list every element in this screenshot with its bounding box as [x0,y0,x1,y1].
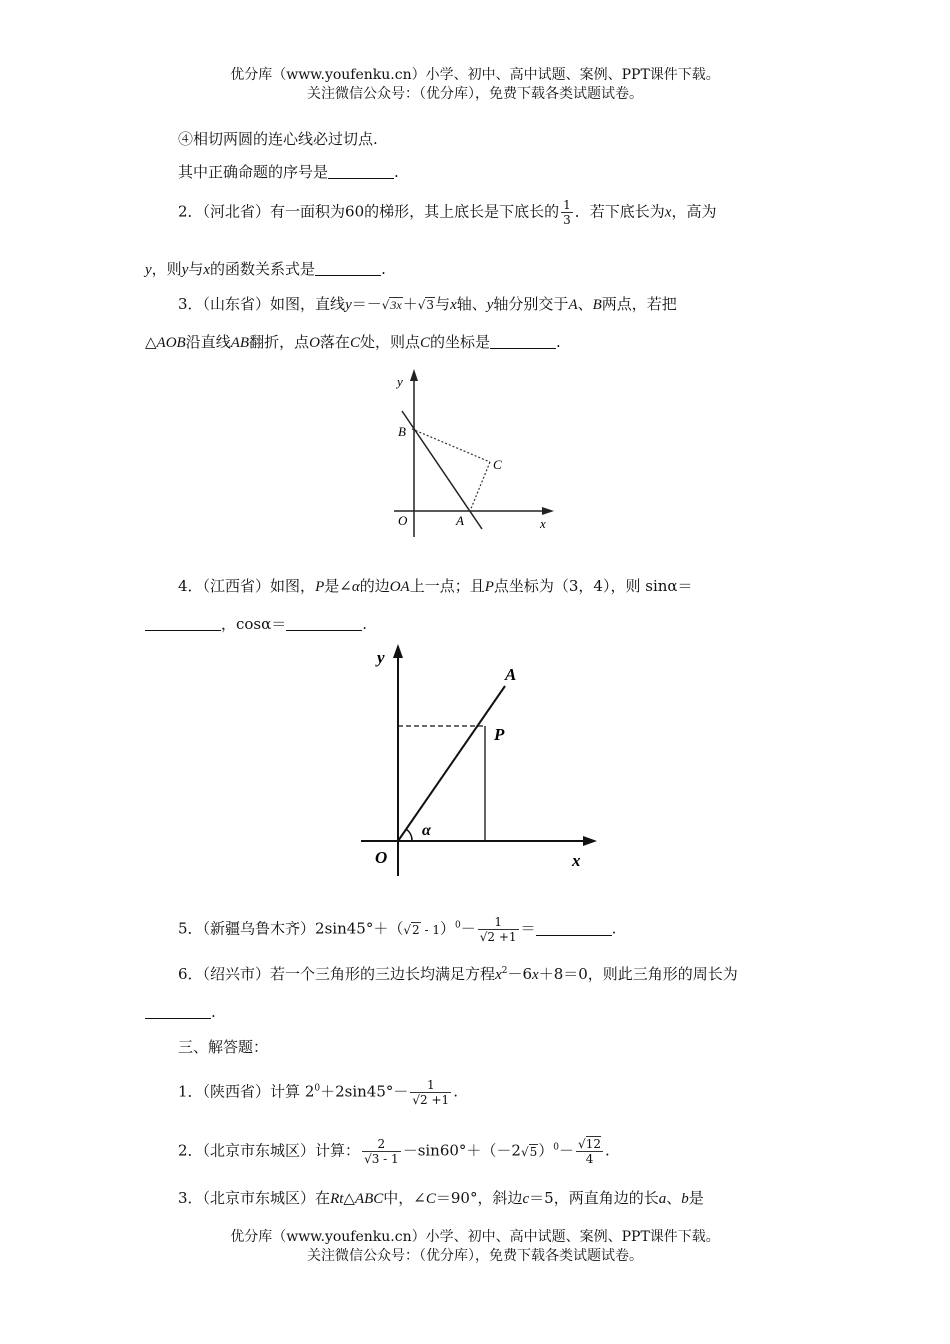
q2-var-x: x [664,204,672,221]
q3-pt-c-2: C [419,335,430,351]
s3-a: a [658,1191,667,1207]
s1-number: 1． [178,1082,203,1101]
s3-cvar: c [522,1191,530,1207]
q3-fig-label-a: A [456,513,464,528]
q3-eq-y: y [345,297,352,313]
q4-pt-p-2: P [484,579,494,595]
q5-number: 5． [178,919,203,938]
q3-text-f: 沿直线 [185,333,231,351]
s3-text-e: 是 [688,1189,704,1207]
q2-text-a: （河北省）有一面积为60的梯形，其上底长是下底长的 [202,202,560,221]
q3-aob: AOB [156,335,186,351]
s2-f1-den-tail: - 1 [379,1152,399,1166]
page-footer-line2: 关注微信公众号：（优分库），免费下载各类试题试卷。 [307,1248,643,1264]
s2-f1-num: 2 [377,1137,386,1151]
q3-fig-label-x: x [540,516,546,531]
q2-line1 [178,198,950,227]
s2-exp: 0 [553,1142,560,1153]
q3-text-j: 的坐标是 [429,333,490,351]
q6-text-c: ＋8＝0，则此三角形的周长为 [538,965,738,983]
q4-ray-oa [398,686,505,841]
q3-fig-label-y: y [397,374,403,389]
q4-x-arrow [583,836,597,846]
q4-fig-label-x: x [572,851,581,870]
q2-fraction [561,198,573,227]
q5-frac-den: √2 +1 [479,930,517,944]
s2-f1-den: √3 - 1 [364,1152,399,1166]
q6-answer-blank [145,1004,211,1019]
q6-line2: . [145,1003,950,1021]
page-header-line2: 关注微信公众号：（优分库），免费下载各类试题试卷。 [307,86,643,102]
q5-rad-content: 2 [412,922,420,937]
q2-var-x-2: x [203,262,211,278]
s2-f2-den: 4 [576,1151,603,1166]
q4-text-e: 点坐标为（3，4），则 sinα＝ [493,577,693,595]
q1-question: 其中正确命题的序号是 . [178,163,399,181]
s1-line: 1．（陕西省）计算 $2^0+2\sin 45^\circ-$ $\frac{1}{√2 +1}$ . [178,1078,458,1107]
s2-radical-5: √5 [520,1144,538,1159]
q3-text-g: 翻折，点 [249,333,310,351]
q2-var-y: y [145,262,152,278]
s2-text-a: （北京市东城区）计算： [202,1141,361,1160]
q3-figure [390,365,560,540]
q3-y-arrow [410,369,418,381]
q3-pt-o: O [309,335,320,351]
q2-line2: y，则y与x的函数关系式是 . [145,260,386,278]
q5-eq: ＝ [520,919,536,938]
q6-var-x: x [495,967,502,983]
q3-rad2-content: 3 [426,298,435,312]
s2-text-c: ） [538,1141,554,1160]
q4-fig-label-o: O [375,848,388,867]
q4-text-c: 的边 [359,577,390,595]
q4-oa: OA [389,579,410,595]
s2-line: 2．（北京市东城区）计算： $\frac{2}{√3 - 1}$ $-\sin 60^\circ+(-2√5)^0-$ $\frac{√12}{4}$ . [178,1137,610,1166]
q4-text-b: 是∠ [324,577,352,595]
s3-c: C [425,1191,436,1207]
q3-plus: ＋ [402,295,418,313]
q4-fig-label-y: y [377,648,385,667]
q4-line2: ，cosα＝ . [145,613,950,634]
q2-answer-blank [315,261,381,276]
q6-number: 6． [178,965,203,983]
q4-y-arrow [393,644,403,658]
q5-text-b: ） [439,919,455,938]
q5-text-a: （新疆乌鲁木齐）2sin45°＋（ [202,919,404,938]
q4-figure [355,640,605,880]
s2-text-b: －sin60°＋（－2 [402,1141,521,1160]
s3-text-d: ＝5，两直角边的长 [529,1189,659,1207]
q6-text-a: （绍兴市）若一个三角形的三边长均满足方程 [202,965,496,983]
q5-line: 5．（新疆乌鲁木齐）2sin45°＋（√2 - 1）$^0$－ $\frac{1}{√2 +1}$ ＝ . [178,915,617,944]
q6-text-b: －6 [507,965,533,983]
q4-text-d: 上一点；且 [409,577,485,595]
q5-minus: － [460,919,476,938]
q3-radical-1: √3x [381,298,402,312]
s2-minus: － [559,1141,575,1160]
section3-title: 三、解答题： [178,1038,269,1056]
q2-var-y-2: y [181,262,189,278]
q3-text-h: 落在 [319,333,350,351]
q1-item4: ④相切两圆的连心线必过切点. [178,130,378,148]
q5-minus1: - 1 [420,922,440,937]
q5-frac-den-tail: +1 [495,930,517,944]
q3-answer-blank [490,334,556,349]
s2-fraction-2 [576,1137,603,1166]
q4-cos-blank [286,616,362,631]
q5-exp: 0 [454,920,461,931]
s3-tri: △ [343,1189,355,1207]
q3-segment-bc [412,429,490,462]
s3-abc: ABC [354,1191,384,1207]
q3-pt-c: C [349,335,360,351]
q3-eq-mid: ＝－ [351,295,382,313]
s1-frac-num: 1 [426,1078,435,1092]
q3-pt-b: B [592,297,602,313]
q3-rad1-content: 3x [390,298,402,312]
q5-fraction [478,915,519,944]
q2-text-b: ．若下底长为 [574,202,665,221]
s3-b: b [681,1191,689,1207]
q6-square: 2 [501,966,508,976]
q2-text-e: 与 [188,260,204,278]
s3-sep: 、 [666,1189,682,1207]
q3-text-c: 轴、 [456,295,487,313]
s1-text-a: （陕西省）计算 2 [202,1082,315,1101]
q4-text-a: （江西省）如图， [202,577,316,595]
s3-text-a: （北京市东城区）在 [202,1189,331,1207]
q5-frac-num: 1 [494,915,502,929]
s3-text-c: ＝90°，斜边 [435,1189,523,1207]
q2-frac-den: 3 [563,213,571,227]
q3-line2: △AOB沿直线AB翻折，点O落在C处，则点C的坐标是 . [145,333,561,351]
s3-text-b: 中，∠ [383,1189,426,1207]
q4-alpha: α [351,579,360,595]
q3-number: 3． [178,295,203,313]
s2-rad5-content: 5 [529,1144,538,1159]
q5-frac-den-rad: 2 [487,930,496,944]
q4-pt-p: P [315,579,325,595]
q4-fig-label-p: P [494,725,505,744]
q2-text-d: ，则 [151,260,182,278]
q3-line1: 3．（山东省）如图，直线y＝－√3x＋√3与x轴、y轴分别交于A、B两点，若把 [178,295,677,313]
q2-number: 2． [178,202,203,221]
q3-fig-label-b: B [398,424,406,439]
s2-f2-num-rad: 12 [585,1137,601,1151]
s1-exp: 0 [314,1083,321,1094]
q4-fig-label-a: A [505,665,517,684]
s1-frac-den: √2 +1 [412,1093,450,1107]
q6-line1 [178,963,950,984]
s2-number: 2． [178,1141,203,1160]
q3-text-d: 轴分别交于 [493,295,569,313]
q5-answer-blank [536,921,612,936]
q3-text-b: 与 [435,295,451,313]
q3-sep: 、 [577,295,593,313]
q3-ab: AB [230,335,250,351]
q1-answer-blank [328,164,394,179]
q4-fig-label-alpha: α [422,822,431,839]
q3-text-e: 两点，若把 [601,295,677,313]
s3-line [178,1187,950,1208]
s3-number: 3． [178,1189,203,1207]
q6-var-x-2: x [532,967,539,983]
q3-text-i: 处，则点 [359,333,420,351]
q3-tri: △ [145,333,157,351]
q1-ask: 其中正确命题的序号是 [178,163,329,181]
q4-sin-blank [145,616,221,631]
s1-fraction [410,1078,451,1107]
q3-radical-2: √3 [417,298,435,312]
s1-frac-den-rad: 2 [420,1093,428,1107]
q3-fig-label-c: C [493,457,502,472]
s2-fraction-1 [362,1137,401,1166]
q3-x-arrow [542,507,554,515]
s2-f2-num: √12 [578,1137,601,1151]
q4-angle-arc [406,829,412,841]
q3-fig-label-o: O [398,513,408,528]
s1-text-b: ＋2sin45°－ [320,1082,409,1101]
s2-f1-den-rad: 3 [371,1152,380,1166]
q5-radical: √2 - 1 [403,922,440,937]
q4-line1 [178,575,950,596]
s3-rt: Rt [330,1191,344,1207]
q2-frac-num: 1 [563,198,571,212]
q2-text-f: 的函数关系式是 [210,260,316,278]
q4-cos: ，cosα＝ [221,615,287,633]
q4-number: 4． [178,577,203,595]
page-header-line1: 优分库（www.youfenku.cn）小学、初中、高中试题、案例、PPT课件下载。 [230,67,720,83]
page-footer-line1: 优分库（www.youfenku.cn）小学、初中、高中试题、案例、PPT课件下载。 [230,1229,720,1245]
q3-segment-ca [470,462,490,511]
q2-text-c: ，高为 [671,202,717,221]
q3-pt-a: A [568,297,578,313]
s1-frac-den-tail: +1 [427,1093,450,1107]
q3-text-a: （山东省）如图，直线 [202,295,346,313]
